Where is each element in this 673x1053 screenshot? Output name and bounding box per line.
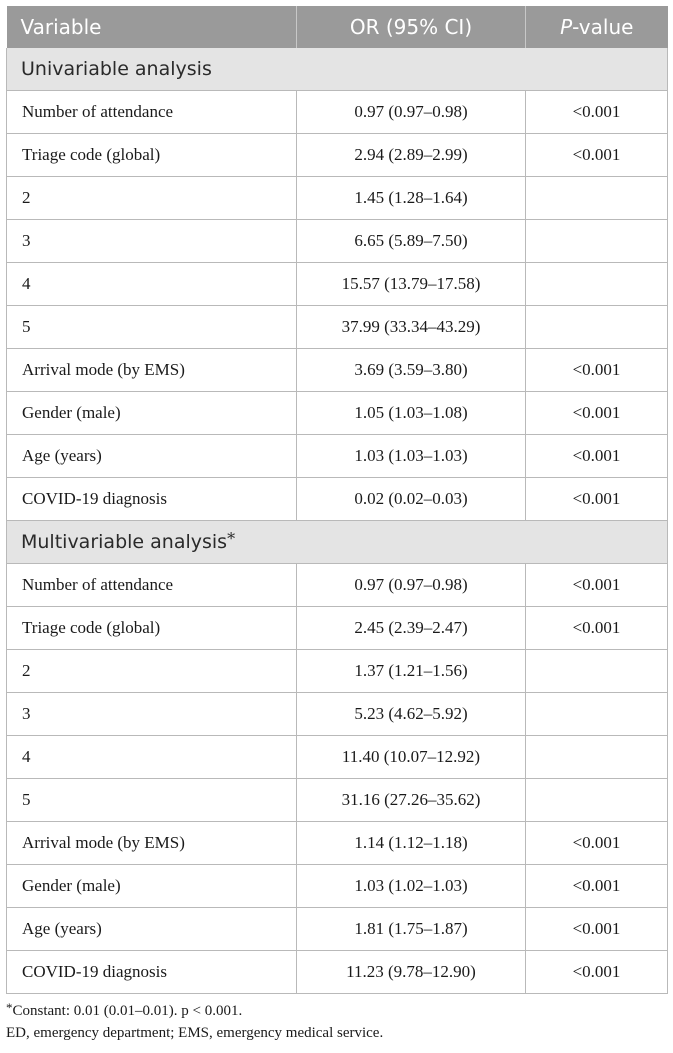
cell-p-value — [526, 650, 668, 693]
cell-or-ci: 5.23 (4.62–5.92) — [297, 693, 526, 736]
cell-or-ci: 0.97 (0.97–0.98) — [297, 564, 526, 607]
cell-variable: Age (years) — [7, 908, 297, 951]
cell-p-value: <0.001 — [526, 435, 668, 478]
multivariable-section-header — [7, 521, 668, 564]
cell-p-value — [526, 306, 668, 349]
table-row — [7, 177, 668, 220]
table-row — [7, 736, 668, 779]
table-footnotes — [6, 1000, 667, 1044]
cell-or-ci: 1.81 (1.75–1.87) — [297, 908, 526, 951]
cell-variable: COVID-19 diagnosis — [7, 478, 297, 521]
header-variable: Variable — [7, 6, 297, 48]
header-row — [7, 6, 668, 48]
table-row — [7, 263, 668, 306]
table-row — [7, 220, 668, 263]
cell-variable: 2 — [7, 177, 297, 220]
table-row — [7, 693, 668, 736]
table-row — [7, 349, 668, 392]
header-p-rest: -value — [572, 15, 634, 39]
cell-variable: 5 — [7, 306, 297, 349]
table-row — [7, 908, 668, 951]
cell-p-value — [526, 263, 668, 306]
cell-p-value — [526, 177, 668, 220]
cell-variable: 3 — [7, 693, 297, 736]
cell-p-value — [526, 693, 668, 736]
table-header — [7, 6, 668, 48]
section-title-univariable: Univariable analysis — [7, 48, 668, 91]
table-row — [7, 779, 668, 822]
cell-variable: 4 — [7, 263, 297, 306]
cell-variable: 4 — [7, 736, 297, 779]
cell-variable: Age (years) — [7, 435, 297, 478]
cell-p-value: <0.001 — [526, 478, 668, 521]
cell-p-value: <0.001 — [526, 91, 668, 134]
cell-or-ci: 1.37 (1.21–1.56) — [297, 650, 526, 693]
cell-or-ci: 2.94 (2.89–2.99) — [297, 134, 526, 177]
regression-table-container — [6, 6, 667, 994]
table-row — [7, 865, 668, 908]
section-footnote-marker: * — [227, 529, 236, 548]
cell-or-ci: 31.16 (27.26–35.62) — [297, 779, 526, 822]
cell-or-ci: 1.03 (1.03–1.03) — [297, 435, 526, 478]
cell-p-value: <0.001 — [526, 865, 668, 908]
table-row — [7, 564, 668, 607]
footnote-marker: * — [6, 1000, 13, 1015]
cell-variable: Triage code (global) — [7, 134, 297, 177]
cell-variable: COVID-19 diagnosis — [7, 951, 297, 994]
cell-variable: Triage code (global) — [7, 607, 297, 650]
univariable-section-header — [7, 48, 668, 91]
cell-or-ci: 0.02 (0.02–0.03) — [297, 478, 526, 521]
cell-p-value: <0.001 — [526, 392, 668, 435]
footnote-abbreviations: ED, emergency department; EMS, emergency medical service. — [6, 1025, 384, 1041]
cell-variable: Gender (male) — [7, 392, 297, 435]
cell-or-ci: 1.03 (1.02–1.03) — [297, 865, 526, 908]
table-row — [7, 478, 668, 521]
table-row — [7, 392, 668, 435]
cell-or-ci: 1.14 (1.12–1.18) — [297, 822, 526, 865]
cell-p-value: <0.001 — [526, 134, 668, 177]
cell-p-value: <0.001 — [526, 607, 668, 650]
cell-p-value: <0.001 — [526, 908, 668, 951]
cell-or-ci: 11.23 (9.78–12.90) — [297, 951, 526, 994]
table-row — [7, 822, 668, 865]
section-title-multivariable: Multivariable analysis — [21, 531, 228, 553]
cell-variable: Number of attendance — [7, 564, 297, 607]
section-row-univariable — [7, 48, 668, 91]
cell-variable: Arrival mode (by EMS) — [7, 822, 297, 865]
cell-p-value — [526, 779, 668, 822]
header-p-italic: P — [560, 15, 573, 39]
univariable-rows — [7, 91, 668, 521]
cell-p-value: <0.001 — [526, 951, 668, 994]
cell-or-ci: 0.97 (0.97–0.98) — [297, 91, 526, 134]
cell-variable: 2 — [7, 650, 297, 693]
header-or-ci: OR (95% CI) — [297, 6, 526, 48]
cell-variable: 3 — [7, 220, 297, 263]
cell-or-ci: 15.57 (13.79–17.58) — [297, 263, 526, 306]
cell-or-ci: 37.99 (33.34–43.29) — [297, 306, 526, 349]
section-row-multivariable — [7, 521, 668, 564]
cell-p-value: <0.001 — [526, 349, 668, 392]
cell-p-value: <0.001 — [526, 822, 668, 865]
table-row — [7, 650, 668, 693]
table-row — [7, 91, 668, 134]
cell-p-value — [526, 220, 668, 263]
cell-variable: Number of attendance — [7, 91, 297, 134]
cell-variable: Arrival mode (by EMS) — [7, 349, 297, 392]
cell-p-value — [526, 736, 668, 779]
cell-variable: Gender (male) — [7, 865, 297, 908]
table-row — [7, 306, 668, 349]
multivariable-rows — [7, 564, 668, 994]
cell-or-ci: 1.45 (1.28–1.64) — [297, 177, 526, 220]
table-row — [7, 607, 668, 650]
footnote-constant-text: Constant: 0.01 (0.01–0.01). p < 0.001. — [12, 1003, 243, 1019]
header-p-value — [526, 6, 668, 48]
cell-p-value: <0.001 — [526, 564, 668, 607]
cell-or-ci: 3.69 (3.59–3.80) — [297, 349, 526, 392]
section-cell-multivariable — [7, 521, 668, 564]
cell-or-ci: 11.40 (10.07–12.92) — [297, 736, 526, 779]
footnote-constant — [6, 1000, 667, 1022]
regression-table — [6, 6, 668, 994]
cell-or-ci: 1.05 (1.03–1.08) — [297, 392, 526, 435]
table-row — [7, 435, 668, 478]
cell-variable: 5 — [7, 779, 297, 822]
cell-or-ci: 2.45 (2.39–2.47) — [297, 607, 526, 650]
cell-or-ci: 6.65 (5.89–7.50) — [297, 220, 526, 263]
table-row — [7, 134, 668, 177]
table-row — [7, 951, 668, 994]
